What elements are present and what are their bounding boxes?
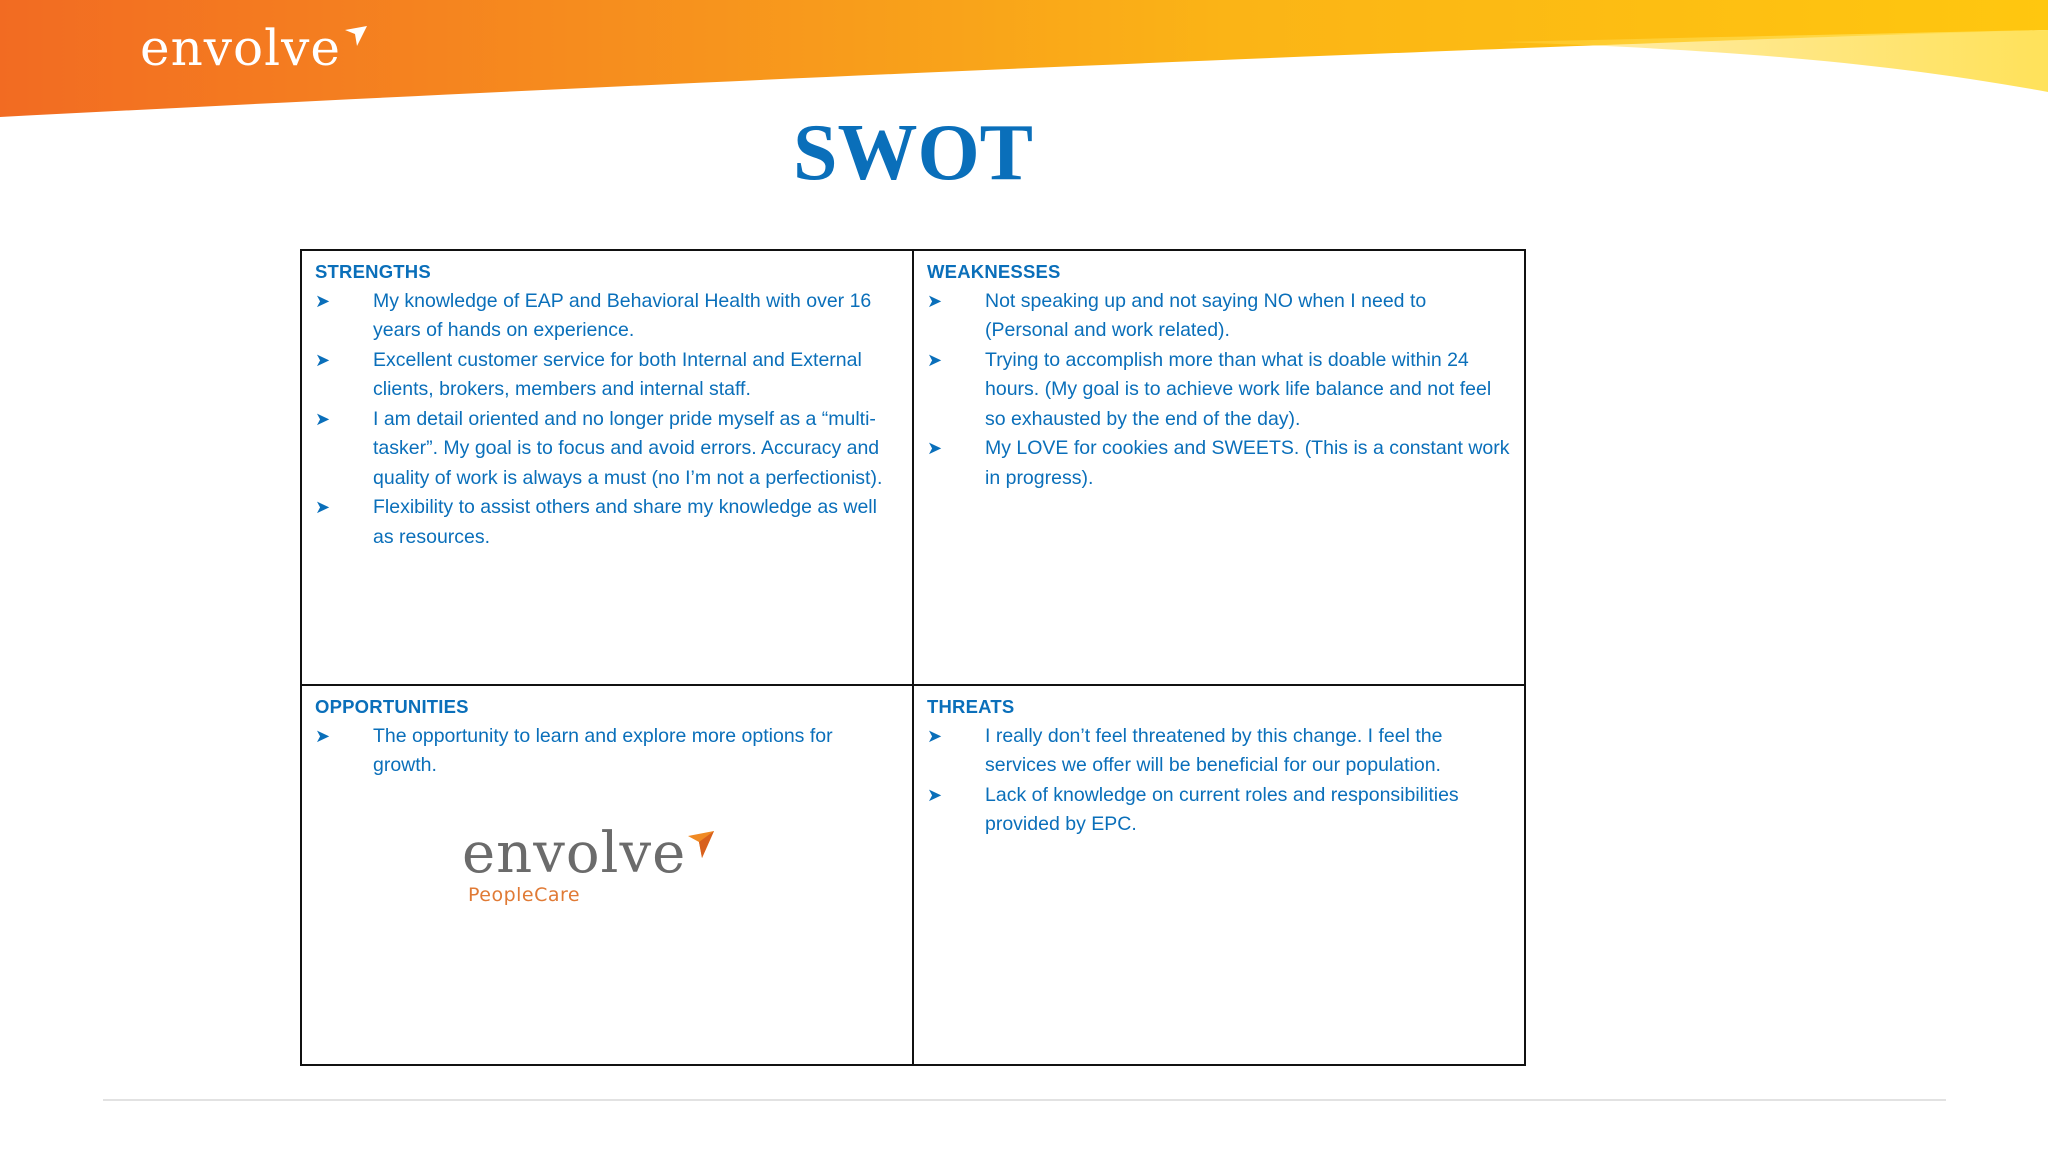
peoplecare-logo-subtext: PeopleCare xyxy=(468,884,581,906)
logo-check-icon xyxy=(686,828,716,862)
list-item xyxy=(927,781,1514,840)
arrowhead-bullet-icon: ➤ xyxy=(315,497,331,517)
page-title: SWOT xyxy=(792,109,1034,197)
list-item-text: Excellent customer service for both Internal and External clients, brokers, members and internal staff. xyxy=(373,348,862,400)
arrowhead-bullet-icon: ➤ xyxy=(315,408,331,429)
envolve-peoplecare-logo xyxy=(462,821,762,906)
list-item-text: Not speaking up and not saying NO when I need to (Personal and work related). xyxy=(985,289,1427,341)
list-item xyxy=(315,493,900,552)
arrowhead-bullet-icon: ➤ xyxy=(927,784,943,805)
peoplecare-logo-wordmark: envolve xyxy=(462,821,687,886)
opportunities-list xyxy=(315,722,900,781)
opportunities-quadrant xyxy=(302,686,914,1064)
opportunities-heading: OPPORTUNITIES xyxy=(315,696,469,717)
list-item-text: My knowledge of EAP and Behavioral Health with over 16 years of hands on experience. xyxy=(373,289,872,341)
list-item xyxy=(315,722,900,781)
swot-table xyxy=(300,249,1526,1066)
threats-quadrant xyxy=(914,686,1526,1064)
list-item-text: My LOVE for cookies and SWEETS. (This is a constant work in progress). xyxy=(985,437,1510,489)
list-item-text: Flexibility to assist others and share my knowledge as well as resources. xyxy=(373,496,877,548)
list-item-text: Trying to accomplish more than what is doable within 24 hours. (My goal is to achieve work life balance and not feel so exhausted by the end of the day). xyxy=(985,348,1492,430)
threats-list xyxy=(927,722,1514,840)
list-item xyxy=(927,434,1514,493)
list-item xyxy=(315,405,900,494)
strengths-heading: STRENGTHS xyxy=(315,261,431,282)
arrowhead-bullet-icon: ➤ xyxy=(315,725,331,746)
strengths-quadrant xyxy=(302,251,914,686)
logo-check-icon xyxy=(343,24,369,48)
arrowhead-bullet-icon: ➤ xyxy=(927,725,943,746)
list-item xyxy=(927,722,1514,781)
arrowhead-bullet-icon: ➤ xyxy=(927,349,943,370)
list-item-text: Lack of knowledge on current roles and responsibilities provided by EPC. xyxy=(985,783,1459,835)
list-item xyxy=(315,287,900,346)
weaknesses-list xyxy=(927,287,1514,494)
strengths-list xyxy=(315,287,900,553)
arrowhead-bullet-icon: ➤ xyxy=(927,290,943,311)
weaknesses-heading: WEAKNESSES xyxy=(927,261,1061,282)
envolve-logo xyxy=(140,18,369,78)
arrowhead-bullet-icon: ➤ xyxy=(927,438,943,458)
logo-wordmark: envolve xyxy=(140,19,341,77)
list-item-text: The opportunity to learn and explore more options for growth. xyxy=(373,724,833,776)
arrowhead-bullet-icon: ➤ xyxy=(315,349,331,370)
threats-heading: THREATS xyxy=(927,696,1015,717)
list-item xyxy=(315,346,900,405)
arrowhead-bullet-icon: ➤ xyxy=(315,290,331,311)
list-item-text: I really don’t feel threatened by this change. I feel the services we offer will be beneficial for our population. xyxy=(985,724,1443,776)
list-item xyxy=(927,287,1514,346)
list-item-text: I am detail oriented and no longer pride myself as a “multi-tasker”. My goal is to focus and avoid errors. Accuracy and quality of work is always a must (no I’m not a perfectionist). xyxy=(373,407,883,489)
weaknesses-quadrant xyxy=(914,251,1526,686)
list-item xyxy=(927,346,1514,435)
footer-divider xyxy=(103,1099,1946,1101)
